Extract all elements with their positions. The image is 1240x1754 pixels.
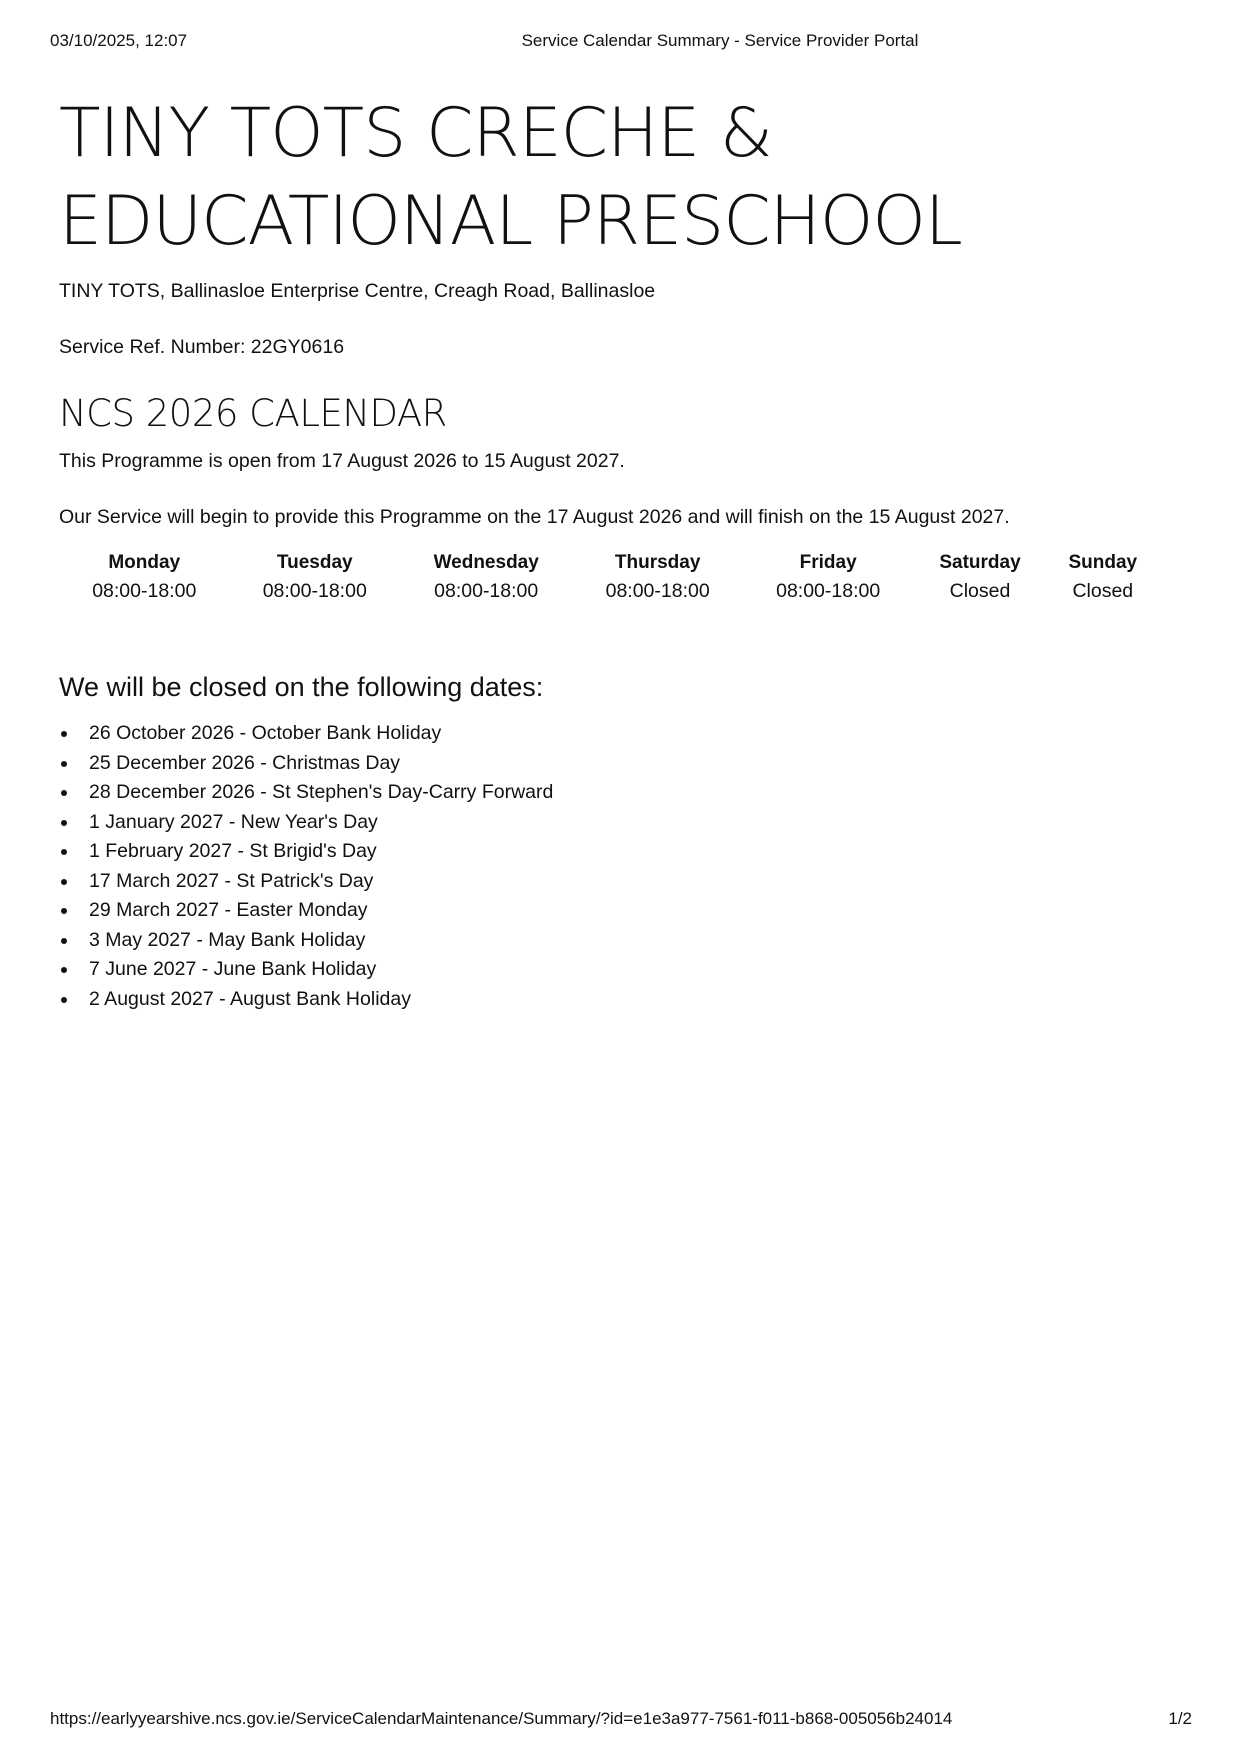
calendar-summary <box>59 90 1189 1014</box>
list-item: 2 August 2027 - August Bank Holiday <box>89 985 1189 1015</box>
list-item: 29 March 2027 - Easter Monday <box>89 896 1189 926</box>
calendar-title: NCS 2026 CALENDAR <box>59 392 447 435</box>
list-item: 25 December 2026 - Christmas Day <box>89 749 1189 779</box>
hours-wednesday: 08:00-18:00 <box>434 580 539 602</box>
closures-list <box>59 719 1189 1014</box>
hours-friday: 08:00-18:00 <box>776 580 881 602</box>
service-name-line-2: EDUCATIONAL PRESCHOOL <box>59 182 962 261</box>
list-item: 17 March 2027 - St Patrick's Day <box>89 867 1189 897</box>
day-header-sunday: Sunday <box>1068 552 1138 573</box>
day-header-saturday: Saturday <box>939 552 1021 573</box>
service-address: TINY TOTS, Ballinasloe Enterprise Centre, Creagh Road, Ballinasloe <box>59 280 656 302</box>
print-header-page-title: Service Calendar Summary - Service Provider Portal <box>521 31 919 50</box>
hours-tuesday: 08:00-18:00 <box>262 580 367 602</box>
day-header-tuesday: Tuesday <box>276 552 353 573</box>
hours-monday: 08:00-18:00 <box>92 580 197 602</box>
programme-begin-text: Our Service will begin to provide this Programme on the 17 August 2026 and will finish on the 15 August 2027. <box>59 506 1010 528</box>
list-item: 3 May 2027 - May Bank Holiday <box>89 926 1189 956</box>
opening-hours-table <box>59 548 1159 605</box>
hours-saturday: Closed <box>949 580 1011 602</box>
service-ref-number: Service Ref. Number: 22GY0616 <box>59 336 345 358</box>
print-footer-url: https://earlyyearshive.ncs.gov.ie/ServiceCalendarMaintenance/Summary/?id=e1e3a977-7561-f011-b868-005056b24014 <box>50 1709 953 1728</box>
list-item: 1 February 2027 - St Brigid's Day <box>89 837 1189 867</box>
closures-title: We will be closed on the following dates: <box>59 672 544 702</box>
print-header-datetime: 03/10/2025, 12:07 <box>50 31 188 50</box>
day-header-monday: Monday <box>108 552 181 573</box>
print-footer-page-number: 1/2 <box>1168 1709 1192 1728</box>
day-header-thursday: Thursday <box>614 552 701 573</box>
list-item: 26 October 2026 - October Bank Holiday <box>89 719 1189 749</box>
day-header-friday: Friday <box>799 552 857 573</box>
opening-hours-row <box>59 578 1159 605</box>
day-header-wednesday: Wednesday <box>433 552 539 573</box>
programme-open-text: This Programme is open from 17 August 2026 to 15 August 2027. <box>59 450 625 472</box>
service-name-line-1: TINY TOTS CRECHE & <box>59 94 772 173</box>
list-item: 1 January 2027 - New Year's Day <box>89 808 1189 838</box>
list-item: 28 December 2026 - St Stephen's Day-Carry Forward <box>89 778 1189 808</box>
opening-hours-header-row <box>59 548 1159 578</box>
list-item: 7 June 2027 - June Bank Holiday <box>89 955 1189 985</box>
hours-sunday: Closed <box>1072 580 1134 602</box>
service-name <box>59 90 1189 266</box>
hours-thursday: 08:00-18:00 <box>605 580 710 602</box>
